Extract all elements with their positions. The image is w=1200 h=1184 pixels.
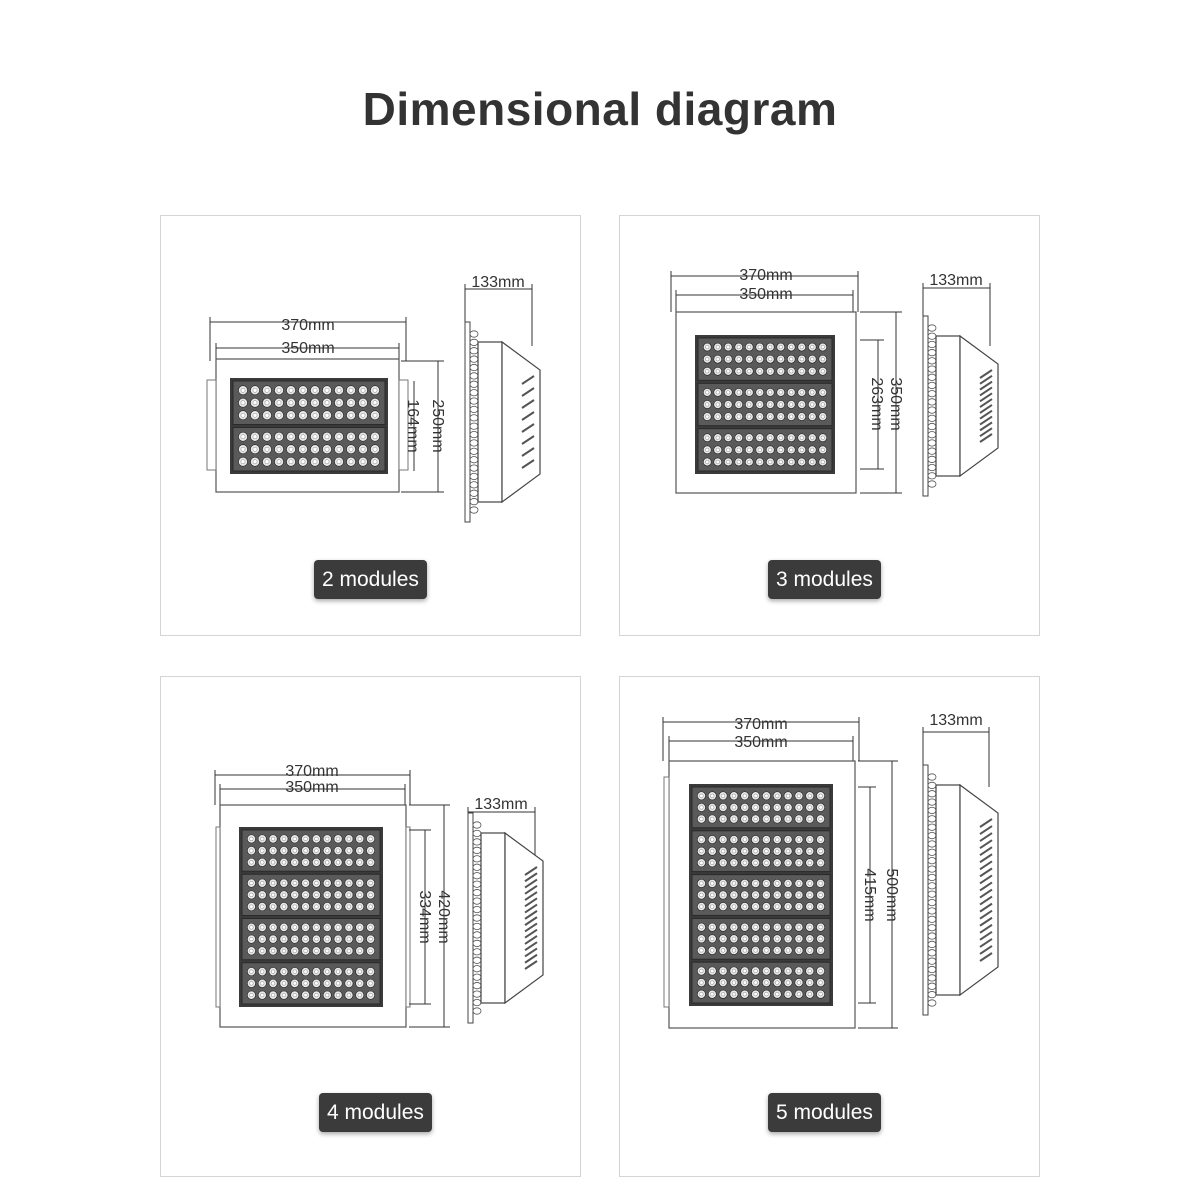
depth-label: 133mm — [929, 272, 983, 289]
outer-width-label: 370mm — [285, 763, 339, 780]
side-view — [923, 765, 998, 1015]
led-panel — [239, 827, 383, 1007]
module-count-badge: 3 modules — [768, 560, 881, 599]
led-module — [242, 919, 380, 960]
depth-label: 133mm — [474, 796, 528, 813]
led-panel — [689, 784, 833, 1006]
led-module — [692, 962, 830, 1003]
outer-width-label: 370mm — [734, 716, 788, 733]
led-module — [692, 918, 830, 959]
led-module — [692, 875, 830, 916]
outer-height-label: 350mm — [887, 377, 904, 431]
module-count-badge: 5 modules — [768, 1093, 881, 1132]
side-view — [468, 813, 543, 1023]
side-view — [923, 316, 998, 496]
led-module — [698, 338, 832, 380]
module-count-badge: 2 modules — [314, 560, 427, 599]
outer-height-label: 420mm — [435, 890, 452, 944]
inner-width-label: 350mm — [734, 734, 788, 751]
led-module — [692, 787, 830, 828]
side-view — [465, 322, 540, 522]
led-module — [233, 428, 385, 472]
outer-height-label: 500mm — [883, 868, 900, 922]
inner-width-label: 350mm — [281, 340, 335, 357]
led-module — [242, 963, 380, 1004]
inner-width-label: 350mm — [739, 286, 793, 303]
diagram-card-2-modules — [160, 215, 581, 636]
inner-width-label: 350mm — [285, 779, 339, 796]
inner-height-label: 263mm — [868, 377, 885, 431]
outer-width-label: 370mm — [739, 267, 793, 284]
led-module — [692, 831, 830, 872]
led-module — [242, 830, 380, 871]
diagram-card-3-modules — [619, 215, 1040, 636]
led-module — [242, 874, 380, 915]
outer-height-label: 250mm — [429, 399, 446, 453]
page-title: Dimensional diagram — [362, 83, 838, 135]
led-module — [233, 381, 385, 425]
inner-height-label: 334mm — [416, 890, 433, 944]
led-panel — [230, 378, 388, 474]
module-count-badge: 4 modules — [319, 1093, 432, 1132]
led-module — [698, 429, 832, 471]
diagram-card-4-modules — [160, 676, 581, 1177]
diagram-card-5-modules — [619, 676, 1040, 1177]
led-panel — [695, 335, 835, 474]
led-module — [698, 383, 832, 425]
depth-label: 133mm — [471, 274, 525, 291]
outer-width-label: 370mm — [281, 317, 335, 334]
inner-height-label: 415mm — [861, 868, 878, 922]
depth-label: 133mm — [929, 712, 983, 729]
inner-height-label: 164mm — [404, 399, 421, 453]
